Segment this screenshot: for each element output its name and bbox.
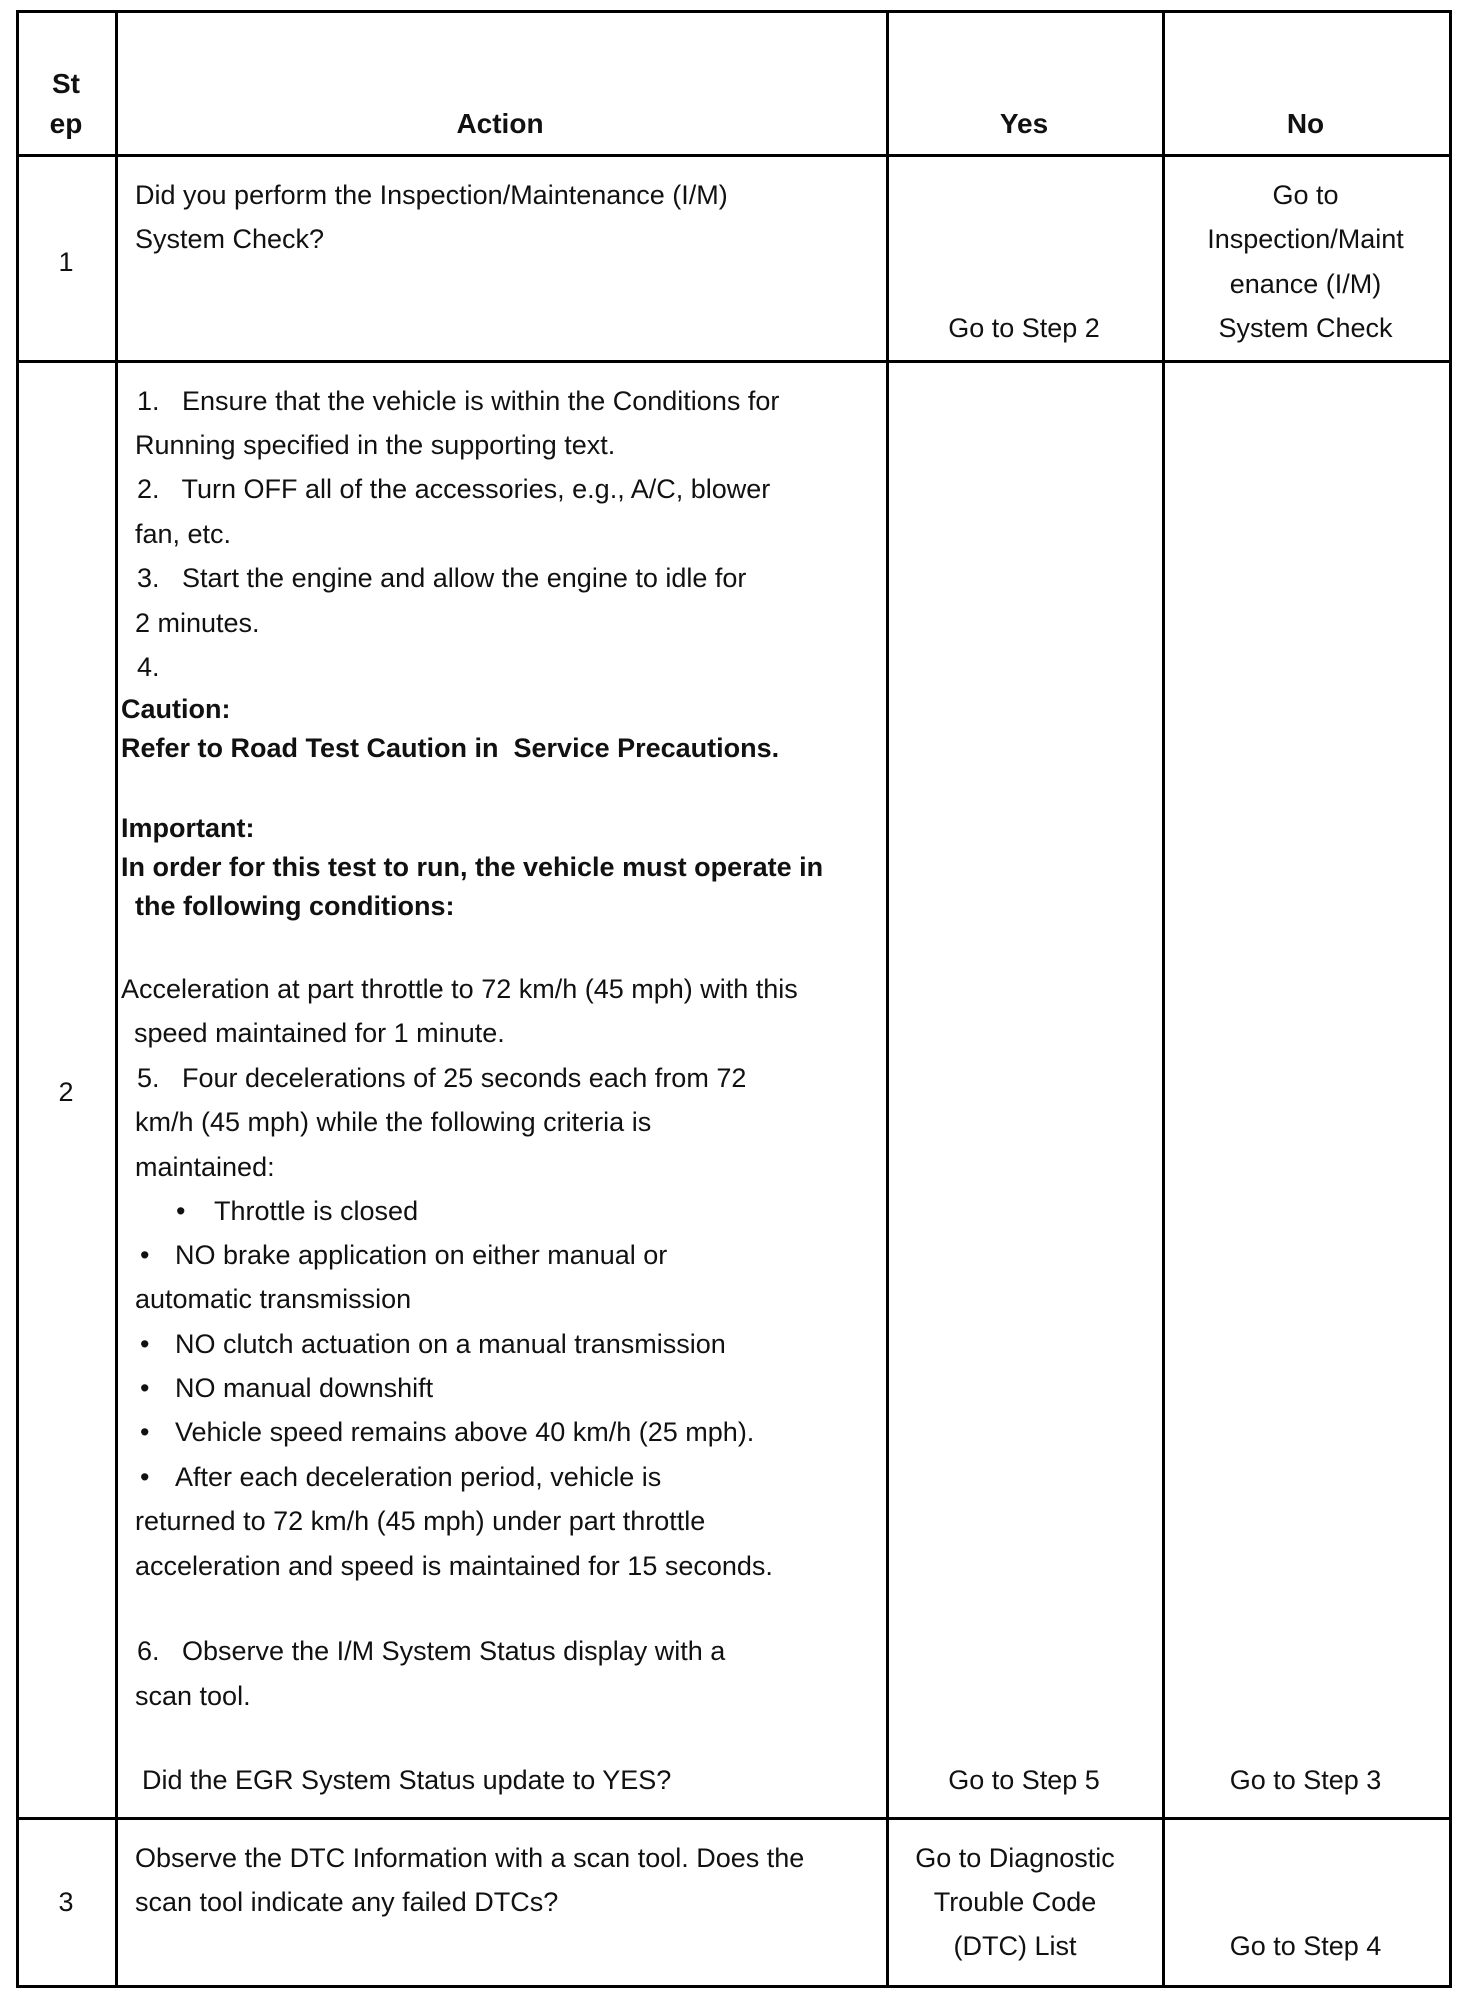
bullet-icon: • <box>140 1462 150 1492</box>
step1-no-line4: System Check <box>1218 313 1393 343</box>
table-border-top <box>16 10 1452 13</box>
step3-yes-line2: Trouble Code <box>933 1887 1097 1917</box>
bullet-icon: • <box>140 1329 150 1359</box>
step2-no: Go to Step 3 <box>1229 1765 1382 1795</box>
header-no: No <box>1286 108 1325 139</box>
step3-action-line1: Observe the DTC Information with a scan tool. Does the <box>135 1843 805 1873</box>
step2-bullet-item: NO manual downshift <box>175 1373 434 1403</box>
step1-yes: Go to Step 2 <box>948 313 1100 343</box>
step1-action-line1: Did you perform the Inspection/Maintenance (I/M) <box>135 180 728 210</box>
step-column-divider <box>115 10 118 1988</box>
row2-divider <box>16 1817 1452 1820</box>
important-text-line1: In order for this test to run, the vehicle must operate in <box>121 852 824 882</box>
table-border-bottom <box>16 1985 1452 1988</box>
step2-line: acceleration and speed is maintained for 15 seconds. <box>135 1551 773 1581</box>
caution-label: Caution: <box>121 694 231 724</box>
step2-line: 2. Turn OFF all of the accessories, e.g., A/C, blower <box>137 474 771 504</box>
important-label: Important: <box>121 813 255 843</box>
header-step-line1: St <box>52 68 80 99</box>
bullet-icon: • <box>140 1373 150 1403</box>
step2-bullet-item: NO clutch actuation on a manual transmission <box>175 1329 726 1359</box>
header-row-divider <box>16 154 1452 157</box>
step2-line: scan tool. <box>135 1681 251 1711</box>
step2-line: km/h (45 mph) while the following criteria is <box>135 1107 652 1137</box>
caution-text: Refer to Road Test Caution in Service Precautions. <box>121 733 780 763</box>
header-yes: Yes <box>999 108 1049 139</box>
step3-yes-line1: Go to Diagnostic <box>915 1843 1115 1873</box>
table-border-right <box>1449 10 1452 1988</box>
step2-line: 2 minutes. <box>135 608 260 638</box>
header-action: Action <box>456 108 544 139</box>
step2-bullet-item: NO brake application on either manual or <box>175 1240 668 1270</box>
step1-no-line3: enance (I/M) <box>1229 269 1382 299</box>
step1-number: 1 <box>58 247 74 277</box>
step2-line: 3. Start the engine and allow the engine to idle for <box>137 563 747 593</box>
table-border-left <box>16 10 19 1988</box>
step2-bullet-item: Vehicle speed remains above 40 km/h (25 mph). <box>175 1417 755 1447</box>
step3-number: 3 <box>58 1887 74 1917</box>
step2-question: Did the EGR System Status update to YES? <box>142 1765 672 1795</box>
bullet-icon: • <box>140 1417 150 1447</box>
step2-number: 2 <box>58 1077 74 1107</box>
step3-no: Go to Step 4 <box>1229 1931 1382 1961</box>
step2-line: Running specified in the supporting text. <box>135 430 616 460</box>
step3-action-line2: scan tool indicate any failed DTCs? <box>135 1887 559 1917</box>
bullet-icon: • <box>140 1240 150 1270</box>
step1-no-line2: Inspection/Maint <box>1207 224 1404 254</box>
bullet-icon: • <box>176 1196 186 1226</box>
step2-bullet-item: After each deceleration period, vehicle is <box>175 1462 662 1492</box>
step2-line: 5. Four decelerations of 25 seconds each from 72 <box>137 1063 747 1093</box>
step2-line: 1. Ensure that the vehicle is within the Conditions for <box>137 386 780 416</box>
step2-bullet-item: Throttle is closed <box>214 1196 419 1226</box>
step2-line: Acceleration at part throttle to 72 km/h (45 mph) with this <box>121 974 798 1004</box>
step1-action-line2: System Check? <box>135 224 325 254</box>
step2-line: returned to 72 km/h (45 mph) under part throttle <box>135 1506 706 1536</box>
step2-line: fan, etc. <box>135 519 232 549</box>
important-text-line2: the following conditions: <box>135 891 455 921</box>
step1-no-line1: Go to <box>1272 180 1339 210</box>
row1-divider <box>16 360 1452 363</box>
step2-line: speed maintained for 1 minute. <box>134 1018 505 1048</box>
step2-yes: Go to Step 5 <box>948 1765 1100 1795</box>
step2-line: 4. <box>137 652 160 682</box>
step2-line: 6. Observe the I/M System Status display with a <box>137 1636 726 1666</box>
step3-yes-line3: (DTC) List <box>953 1931 1077 1961</box>
step2-line: maintained: <box>135 1152 275 1182</box>
header-step-line2: ep <box>49 108 83 139</box>
step2-line: automatic transmission <box>135 1284 412 1314</box>
